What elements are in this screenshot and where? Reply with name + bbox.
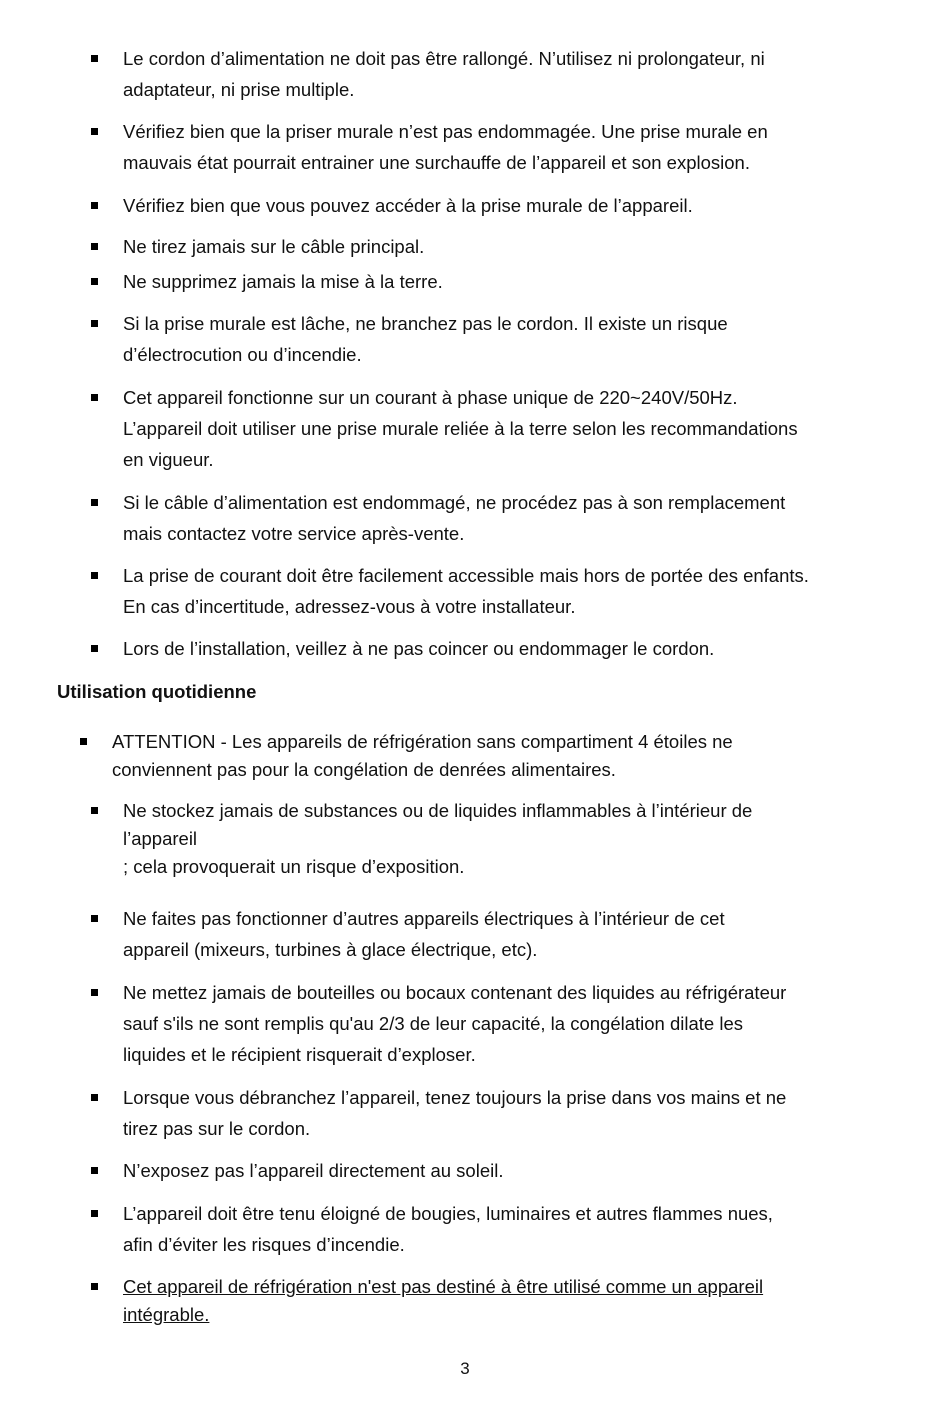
- square-bullet-icon: [91, 55, 98, 62]
- item-text-line: L’appareil doit utiliser une prise murale reliée à la terre selon les recommandations: [123, 418, 798, 439]
- bullet-item-main-cable: [123, 231, 883, 262]
- bullet-item-installation-cord: [123, 633, 883, 664]
- bullet-item-power-supply: [123, 382, 883, 475]
- square-bullet-icon: [91, 499, 98, 506]
- item-text-line: N’exposez pas l’appareil directement au soleil.: [123, 1160, 504, 1181]
- item-text-line: tirez pas sur le cordon.: [123, 1118, 311, 1139]
- bullet-item-socket-accessible: [123, 560, 883, 622]
- item-text-line: conviennent pas pour la congélation de denrées alimentaires.: [112, 759, 616, 780]
- bullet-item-socket-access: [123, 190, 883, 221]
- bullet-item-wall-socket-damage: [123, 116, 883, 178]
- item-text-line: Vérifiez bien que la priser murale n’est pas endommagée. Une prise murale en: [123, 121, 768, 142]
- square-bullet-icon: [91, 394, 98, 401]
- item-text-line: sauf s'ils ne sont remplis qu'au 2/3 de leur capacité, la congélation dilate les: [123, 1013, 743, 1034]
- bullet-item-attention-freezing: [112, 728, 872, 784]
- item-text-line: Lorsque vous débranchez l’appareil, tenez toujours la prise dans vos mains et ne: [123, 1087, 787, 1108]
- square-bullet-icon: [80, 738, 87, 745]
- bullet-item-not-built-in: [123, 1273, 883, 1329]
- item-text-line: La prise de courant doit être facilement accessible mais hors de portée des enfants.: [123, 565, 809, 586]
- item-text-line: d’électrocution ou d’incendie.: [123, 344, 362, 365]
- square-bullet-icon: [91, 645, 98, 652]
- item-text-line: Cet appareil de réfrigération n'est pas destiné à être utilisé comme un appareil: [123, 1276, 764, 1297]
- bullet-item-electrical-appliances: [123, 903, 883, 965]
- bullet-item-cord-extension: [123, 43, 883, 105]
- item-text-line: appareil (mixeurs, turbines à glace électrique, etc).: [123, 939, 538, 960]
- square-bullet-icon: [91, 278, 98, 285]
- item-text-line: mais contactez votre service après-vente.: [123, 523, 465, 544]
- item-text-line: afin d’éviter les risques d’incendie.: [123, 1234, 405, 1255]
- item-text-line: intégrable.: [123, 1304, 210, 1325]
- item-text-line: En cas d’incertitude, adressez-vous à votre installateur.: [123, 596, 576, 617]
- square-bullet-icon: [91, 128, 98, 135]
- square-bullet-icon: [91, 320, 98, 327]
- section-heading: Utilisation quotidienne: [57, 681, 257, 702]
- item-text-line: Ne faites pas fonctionner d’autres appareils électriques à l’intérieur de cet: [123, 908, 725, 929]
- item-text-line: ATTENTION - Les appareils de réfrigération sans compartiment 4 étoiles ne: [112, 731, 733, 752]
- item-text-line: Ne mettez jamais de bouteilles ou bocaux contenant des liquides au réfrigérateur: [123, 982, 787, 1003]
- item-text-line: en vigueur.: [123, 449, 214, 470]
- square-bullet-icon: [91, 1167, 98, 1174]
- square-bullet-icon: [91, 807, 98, 814]
- square-bullet-icon: [91, 243, 98, 250]
- square-bullet-icon: [91, 1094, 98, 1101]
- bullet-item-sun-exposure: [123, 1155, 883, 1186]
- item-text-line: Vérifiez bien que vous pouvez accéder à la prise murale de l’appareil.: [123, 195, 693, 216]
- item-text-line: Si le câble d’alimentation est endommagé, ne procédez pas à son remplacement: [123, 492, 786, 513]
- bullet-item-open-flames: [123, 1198, 883, 1260]
- item-text-line: Ne stockez jamais de substances ou de liquides inflammables à l’intérieur de: [123, 800, 753, 821]
- item-text-line: Ne supprimez jamais la mise à la terre.: [123, 271, 443, 292]
- item-text-line: Cet appareil fonctionne sur un courant à phase unique de 220~240V/50Hz.: [123, 387, 738, 408]
- bullet-item-loose-socket: [123, 308, 883, 370]
- square-bullet-icon: [91, 1283, 98, 1290]
- square-bullet-icon: [91, 1210, 98, 1217]
- item-text-line: L’appareil doit être tenu éloigné de bougies, luminaires et autres flammes nues,: [123, 1203, 773, 1224]
- item-text-line: Si la prise murale est lâche, ne branchez pas le cordon. Il existe un risque: [123, 313, 728, 334]
- item-text-line: Ne tirez jamais sur le câble principal.: [123, 236, 425, 257]
- square-bullet-icon: [91, 572, 98, 579]
- square-bullet-icon: [91, 989, 98, 996]
- square-bullet-icon: [91, 202, 98, 209]
- bullet-item-bottles-jars: [123, 977, 883, 1070]
- bullet-item-earthing: [123, 266, 883, 297]
- item-text-line: liquides et le récipient risquerait d’exploser.: [123, 1044, 476, 1065]
- item-text-line: mauvais état pourrait entrainer une surchauffe de l’appareil et son explosion.: [123, 152, 750, 173]
- item-text-line: l’appareil: [123, 828, 198, 849]
- bullet-item-unplugging: [123, 1082, 883, 1144]
- page-number: 3: [460, 1359, 470, 1378]
- item-text-line: Lors de l’installation, veillez à ne pas coincer ou endommager le cordon.: [123, 638, 715, 659]
- item-text-line: Le cordon d’alimentation ne doit pas être rallongé. N’utilisez ni prolongateur, ni: [123, 48, 765, 69]
- bullet-item-flammable-substances: [123, 797, 883, 881]
- bullet-item-damaged-cable: [123, 487, 883, 549]
- item-text-line: adaptateur, ni prise multiple.: [123, 79, 355, 100]
- square-bullet-icon: [91, 915, 98, 922]
- item-text-line: ; cela provoquerait un risque d’exposition.: [123, 856, 465, 877]
